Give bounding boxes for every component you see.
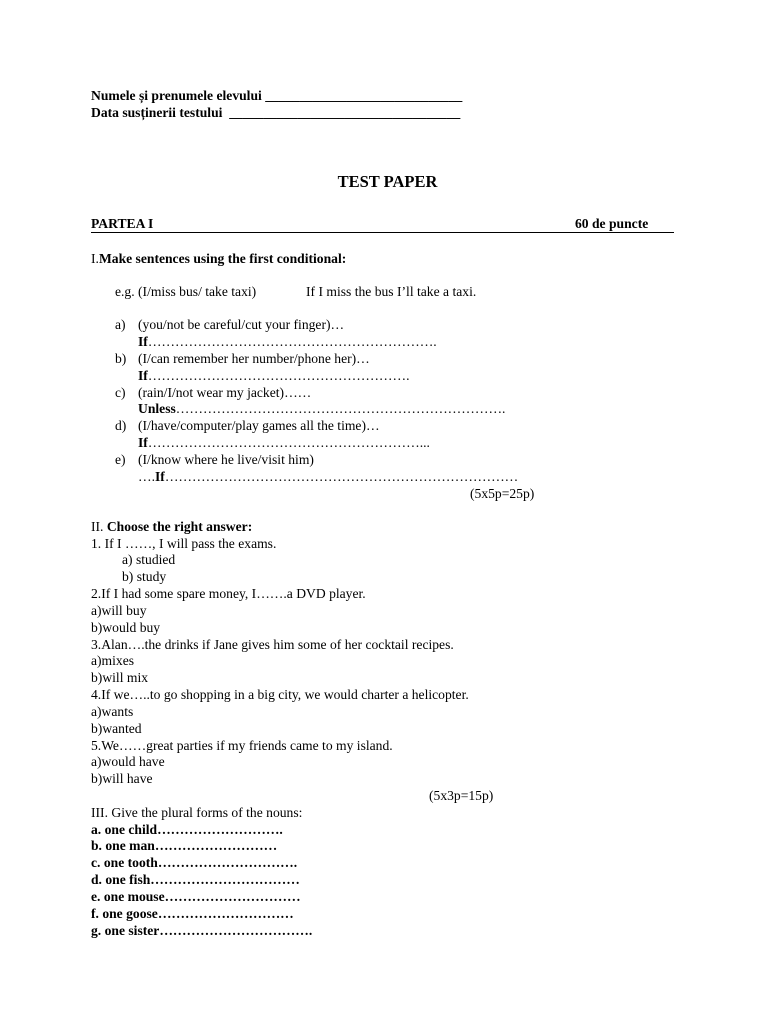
exercise-1-score: (5x5p=25p)	[470, 486, 535, 501]
item-prompt: (I/can remember her number/phone her)…	[138, 351, 370, 366]
plural-item[interactable]: g. one sister…………………………….	[91, 923, 313, 938]
plural-item[interactable]: e. one mouse…………………………	[91, 889, 301, 904]
item-prompt: (I/have/computer/play games all the time)…	[138, 418, 380, 433]
item-letter: a)	[115, 317, 126, 332]
exercise-number: II.	[91, 519, 104, 534]
answer-line[interactable]	[138, 367, 410, 384]
question-3: 3.Alan….the drinks if Jane gives him some of her cocktail recipes.	[91, 637, 454, 652]
answer-dots: ………………………………………………….	[147, 368, 410, 383]
answer-line[interactable]	[138, 400, 505, 417]
exercise-1-heading	[91, 250, 346, 267]
option-2a[interactable]: a)will buy	[91, 603, 147, 618]
section-header	[91, 215, 674, 233]
example-answer: If I miss the bus I’ll take a taxi.	[306, 284, 477, 299]
page-title: TEST PAPER	[337, 172, 438, 191]
plural-item[interactable]: b. one man………………………	[91, 838, 278, 853]
exercise-instruction: Make sentences using the first conditional:	[98, 251, 347, 266]
example-prompt: e.g. (I/miss bus/ take taxi)	[115, 284, 257, 299]
section-points: 60 de puncte	[575, 216, 649, 231]
question-1: 1. If I ……, I will pass the exams.	[91, 536, 277, 551]
answer-dots: ……………………………………………………….	[147, 334, 437, 349]
answer-lead: Unless	[138, 401, 176, 416]
option-4a[interactable]: a)wants	[91, 704, 134, 719]
option-5a[interactable]: a)would have	[91, 754, 165, 769]
exercise-number: I.	[91, 251, 99, 266]
option-5b[interactable]: b)will have	[91, 771, 153, 786]
exercise-instruction: Choose the right answer:	[106, 519, 253, 534]
answer-line[interactable]	[138, 468, 518, 485]
section-label: PARTEA I	[91, 216, 154, 231]
plural-item[interactable]: d. one fish……………………………	[91, 872, 300, 887]
student-name-line	[91, 87, 462, 104]
item-prompt: (I/know where he live/visit him)	[138, 452, 314, 467]
answer-pre: ….	[138, 469, 155, 484]
answer-dots: ……………………………………………………...	[147, 435, 430, 450]
test-date-label: Data susținerii testului	[91, 105, 223, 120]
option-1b[interactable]: b) study	[122, 569, 167, 584]
item-prompt: (rain/I/not wear my jacket)……	[138, 385, 312, 400]
student-name-label: Numele și prenumele elevului	[91, 88, 262, 103]
answer-dots: ……………………………………………………………….	[175, 401, 506, 416]
exercise-2-heading	[91, 518, 252, 535]
plural-item[interactable]: f. one goose…………………………	[91, 906, 294, 921]
question-4: 4.If we…..to go shopping in a big city, we would charter a helicopter.	[91, 687, 469, 702]
answer-lead: If	[138, 334, 148, 349]
test-date-blank[interactable]: __________________________________	[229, 105, 461, 120]
option-1a[interactable]: a) studied	[122, 552, 176, 567]
option-4b[interactable]: b)wanted	[91, 721, 142, 736]
item-letter: b)	[115, 351, 127, 366]
plural-item[interactable]: c. one tooth………………………….	[91, 855, 298, 870]
item-letter: c)	[115, 385, 126, 400]
question-2: 2.If I had some spare money, I…….a DVD player.	[91, 586, 366, 601]
option-2b[interactable]: b)would buy	[91, 620, 161, 635]
plural-item[interactable]: a. one child……………………….	[91, 822, 283, 837]
answer-dots: ……………………………………………………………………	[164, 469, 519, 484]
answer-line[interactable]	[138, 434, 430, 451]
exercise-3-heading: III. Give the plural forms of the nouns:	[91, 805, 303, 820]
option-3b[interactable]: b)will mix	[91, 670, 149, 685]
question-5: 5.We……great parties if my friends came to my island.	[91, 738, 393, 753]
item-letter: e)	[115, 452, 126, 467]
test-date-line	[91, 104, 460, 121]
answer-lead: If	[138, 435, 148, 450]
exercise-2-score: (5x3p=15p)	[429, 788, 494, 803]
answer-lead: If	[138, 368, 148, 383]
student-name-blank[interactable]: _____________________________	[265, 88, 463, 103]
item-prompt: (you/not be careful/cut your finger)…	[138, 317, 345, 332]
answer-line[interactable]	[138, 333, 437, 350]
answer-lead: If	[155, 469, 165, 484]
option-3a[interactable]: a)mixes	[91, 653, 135, 668]
item-letter: d)	[115, 418, 127, 433]
